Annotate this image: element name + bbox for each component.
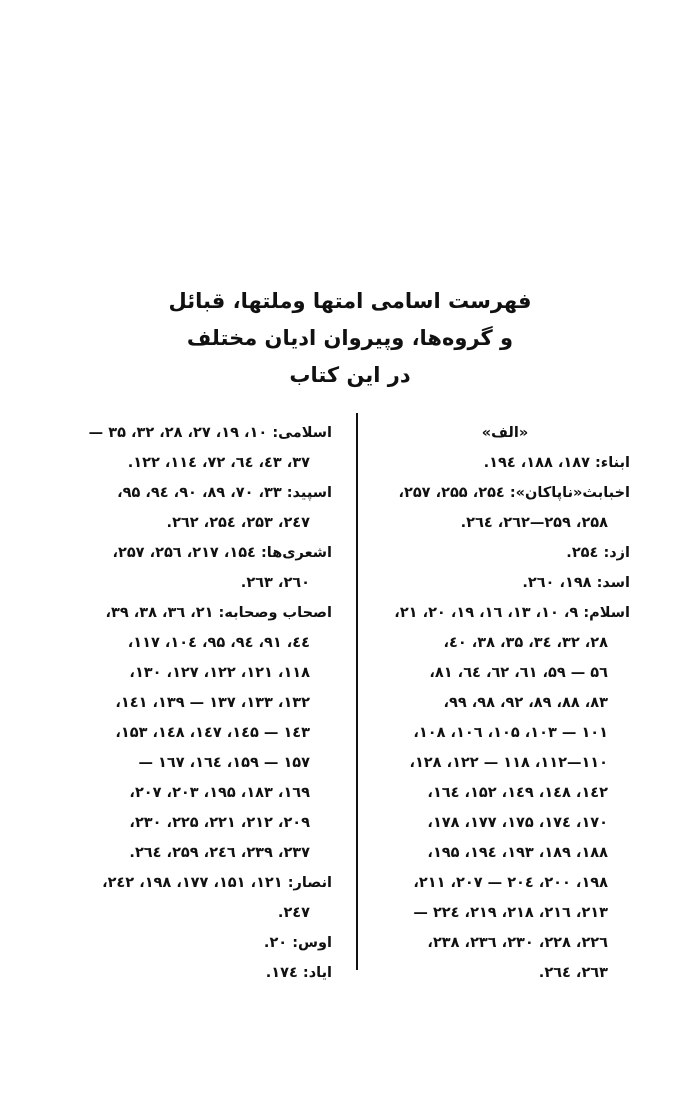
entry-page-numbers: ۲۵٤. [566,545,604,561]
entry-page-numbers: ۲۲٦، ۲۲۸، ۲۳۰، ۲۳٦، ۲۳۸، [427,935,608,951]
entry-headword: ابناء: [595,455,630,471]
entry-headword: ازد: [603,545,630,561]
entry-headword: اصحاب وصحابه: [218,605,332,621]
entry-page-numbers: ۸۳، ۸۸، ۸۹، ۹۲، ۹۸، ۹۹، [443,695,608,711]
index-entry [70,958,332,988]
entry-page-numbers: ۱۵٤، ۲۱۷، ۲۵٦، ۲۵۷، [112,545,261,561]
entry-continuation [70,748,332,778]
index-entry [380,598,630,628]
entry-page-numbers: ۱۰، ۱۹، ۲۷، ۲۸، ۳۲، ۳۵ — [88,425,273,441]
entry-page-numbers: ۳۷، ٤۳، ٦٤، ۷۲، ۱۱٤، ۱۲۲. [127,455,310,471]
entry-continuation [380,718,630,748]
entry-page-numbers: ۲۱۳، ۲۱٦، ۲۱۸، ۲۱۹، ۲۲٤ — [413,905,608,921]
index-entry [70,538,332,568]
entry-continuation [380,808,630,838]
column-divider [356,413,358,970]
entry-page-numbers: ۱۱۰—۱۱۲، ۱۱۸ — ۱۲۲، ۱۲۸، [409,755,608,771]
entry-page-numbers: ۲٤۷. [277,905,310,921]
entry-continuation [380,898,630,928]
entry-page-numbers: ۲٤۷، ۲۵۳، ۲۵٤، ۲٦۲. [166,515,310,531]
entry-page-numbers: ۱۳۲، ۱۳۳، ۱۳۷ — ۱۳۹، ۱٤۱، [115,695,310,711]
entry-page-numbers: ۱٤۳ — ۱٤۵، ۱٤۷، ۱٤۸، ۱۵۳، [115,725,310,741]
entry-page-numbers: ۱۸۷، ۱۸۸، ۱۹٤. [483,455,595,471]
entry-page-numbers: ۱٦۹، ۱۸۳، ۱۹۵، ۲۰۳، ۲۰۷، [129,785,310,801]
letter-heading-text: «الف» [481,425,529,441]
entry-continuation [70,568,332,598]
entry-headword: اسد: [596,575,630,591]
title-line-1: فهرست اسامی امتها وملتها، قبائل [168,289,532,313]
index-entry [380,538,630,568]
entry-page-numbers: ۲٦۰، ۲٦۳. [240,575,310,591]
entry-continuation [70,838,332,868]
entry-headword: ایاد: [302,965,332,981]
entry-continuation [70,508,332,538]
entry-page-numbers: ۲٦۳، ۲٦٤. [538,965,608,981]
entry-page-numbers: ۵٦ — ۵۹، ٦۱، ٦۲، ٦٤، ۸۱، [429,665,608,681]
entry-continuation [70,808,332,838]
entry-page-numbers: ۲۳۷، ۲۳۹، ۲٤٦، ۲۵۹، ۲٦٤. [129,845,310,861]
entry-page-numbers: ٤٤، ۹۱، ۹٤، ۹۵، ۱۰٤، ۱۱۷، [127,635,310,651]
entry-continuation [380,748,630,778]
entry-continuation [380,628,630,658]
entry-headword: انصار: [287,875,332,891]
title-line-2: و گروه‌ها، وپیروان ادیان مختلف [186,326,514,350]
title-line-3: در این کتاب [289,363,411,387]
entry-page-numbers: ۱۰۱ — ۱۰۳، ۱۰۵، ۱۰٦، ۱۰۸، [413,725,608,741]
entry-continuation [70,688,332,718]
entry-continuation [70,628,332,658]
index-entry [70,418,332,448]
entry-continuation [70,448,332,478]
entry-headword: اسپید: [286,485,332,501]
entry-page-numbers: ۲۸، ۳۲، ۳٤، ۳۵، ۳۸، ٤۰، [443,635,608,651]
entry-page-numbers: ۱٤۲، ۱٤۸، ۱٤۹، ۱۵۲، ۱٦٤، [427,785,608,801]
entry-page-numbers: ۲۵٤، ۲۵۵، ۲۵۷، [398,485,510,501]
letter-heading [380,418,630,448]
entry-page-numbers: ۹، ۱۰، ۱۳، ۱٦، ۱۹، ۲۰، ۲۱، [394,605,584,621]
entry-headword: اسلام: [583,605,630,621]
entry-page-numbers: ۱۵۷ — ۱۵۹، ۱٦٤، ۱٦۷ — [138,755,310,771]
index-title [150,283,550,394]
entry-page-numbers: ۱۹۸، ۲۰۰، ۲۰٤ — ۲۰۷، ۲۱۱، [413,875,608,891]
entry-continuation [380,958,630,988]
index-entry [70,928,332,958]
entry-continuation [70,898,332,928]
index-entry [380,568,630,598]
entry-headword: اوس: [292,935,332,951]
entry-page-numbers: ۱۷۰، ۱۷٤، ۱۷۵، ۱۷۷، ۱۷۸، [427,815,608,831]
entry-page-numbers: ۲۰. [263,935,293,951]
entry-page-numbers: ۱۹۸، ۲٦۰. [522,575,597,591]
index-entry [380,448,630,478]
entry-continuation [70,778,332,808]
entry-continuation [380,658,630,688]
entry-continuation [380,928,630,958]
index-entry [70,598,332,628]
index-column-left [70,418,332,988]
entry-continuation [380,778,630,808]
entry-headword: اسلامی: [272,425,332,441]
index-column-right [380,418,630,988]
entry-continuation [70,718,332,748]
index-entry [70,478,332,508]
entry-continuation [380,868,630,898]
entry-page-numbers: ۲۰۹، ۲۱۲، ۲۲۱، ۲۲۵، ۲۳۰، [129,815,310,831]
entry-continuation [380,688,630,718]
index-entry [380,478,630,508]
entry-continuation [380,508,630,538]
entry-headword: اخبابث«ناپاکان»: [509,485,630,501]
entry-page-numbers: ۲۱، ۳٦، ۳۸، ۳۹، [105,605,219,621]
entry-page-numbers: ۲۵۸، ۲۵۹—۲٦۲، ۲٦٤. [460,515,608,531]
entry-page-numbers: ۳۳، ۷۰، ۸۹، ۹۰، ۹٤، ۹۵، [117,485,287,501]
entry-continuation [380,838,630,868]
entry-page-numbers: ۱۱۸، ۱۲۱، ۱۲۲، ۱۲۷، ۱۳۰، [129,665,310,681]
entry-continuation [70,658,332,688]
entry-headword: اشعری‌ها: [260,545,332,561]
entry-page-numbers: ۱۷٤. [265,965,303,981]
entry-page-numbers: ۱۲۱، ۱۵۱، ۱۷۷، ۱۹۸، ۲٤۲، [102,875,288,891]
index-entry [70,868,332,898]
entry-page-numbers: ۱۸۸، ۱۸۹، ۱۹۳، ۱۹٤، ۱۹۵، [427,845,608,861]
